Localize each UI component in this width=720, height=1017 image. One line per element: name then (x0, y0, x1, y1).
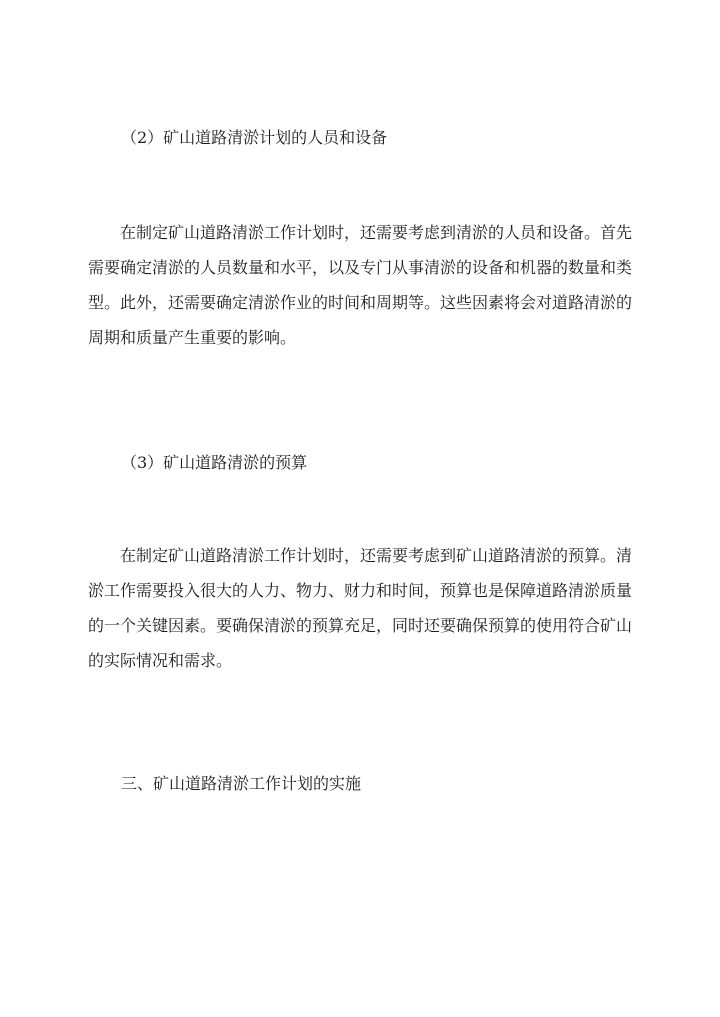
paragraph-budget: 在制定矿山道路清淤工作计划时，还需要考虑到矿山道路清淤的预算。清淤工作需要投入很大的人力、物力、财力和时间，预算也是保障道路清淤质量的一个关键因素。要确保清淤的预算充足，同时还要确保预算的使用符合矿山的实际情况和需求。 (88, 546, 633, 670)
subheading-budget: （3）矿山道路清淤的预算 (121, 453, 308, 472)
section-heading-implementation: 三、矿山道路清淤工作计划的实施 (121, 774, 362, 793)
paragraph-personnel-equipment: 在制定矿山道路清淤工作计划时，还需要考虑到清淤的人员和设备。首先需要确定清淤的人员数量和水平，以及专门从事清淤的设备和机器的数量和类型。此外，还需要确定清淤作业的时间和周期等。这些因素将会对道路清淤的周期和质量产生重要的影响。 (88, 223, 633, 347)
subheading-personnel-equipment: （2）矿山道路清淤计划的人员和设备 (121, 128, 388, 147)
